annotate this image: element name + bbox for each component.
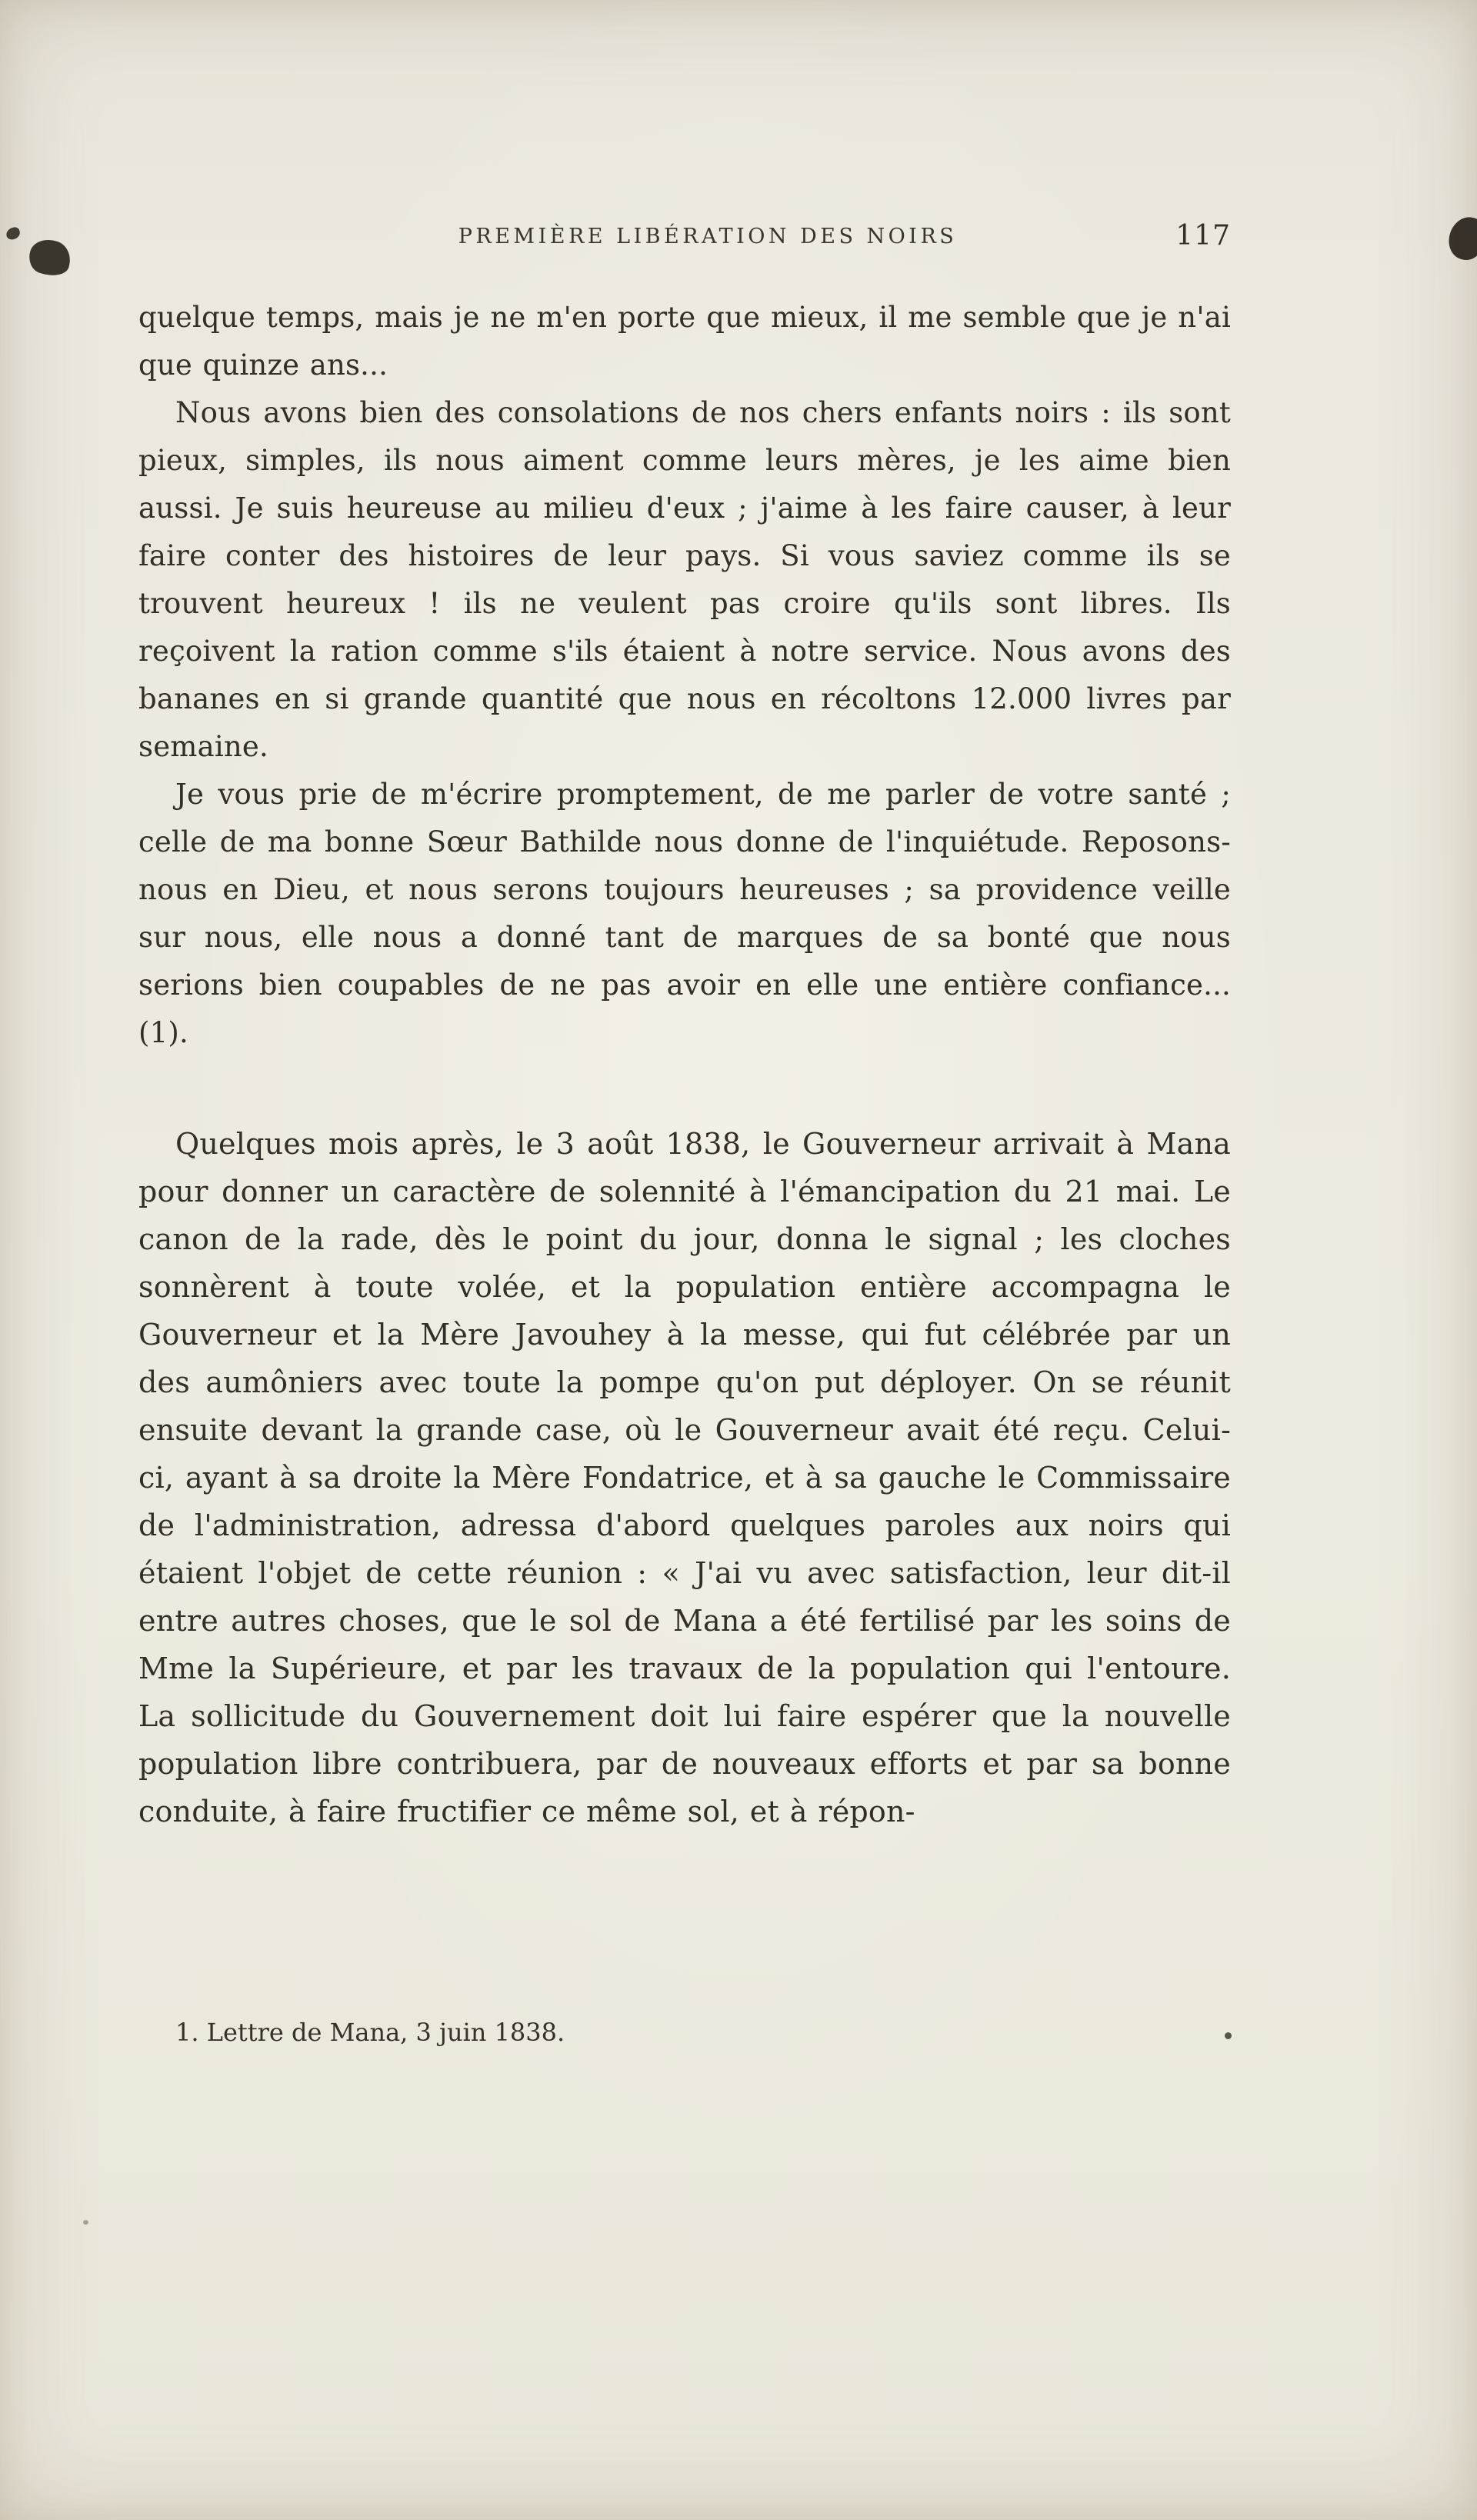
- running-title: PREMIÈRE LIBÉRATION DES NOIRS: [458, 225, 958, 248]
- paragraph: Nous avons bien des consolations de nos chers enfants noirs : ils sont pieux, simples, ils nous aiment comme leurs mères, je les aime bien aussi. Je suis heureuse au milieu d'eux ; j'aime à les faire causer, à leur faire conter des histoires de leur pays. Si vous saviez comme ils se trouvent heureux ! ils ne veulent pas croire qu'ils sont libres. Ils reçoivent la ration comme s'ils étaient à notre service. Nous avons des bananes en si grande quantité que nous en récoltons 12.000 livres par semaine.: [138, 396, 1231, 763]
- scan-artifact: [83, 2220, 88, 2225]
- paragraph: Quelques mois après, le 3 août 1838, le Gouverneur arrivait à Mana pour donner un caractère de solennité à l'émancipation du 21 mai. Le canon de la rade, dès le point du jour, donna le signal ; les cloches sonnèrent à toute volée, et la population entière accompagna le Gouverneur et la Mère Javouhey à la messe, qui fut célébrée par un des aumôniers avec toute la pompe qu'on put déployer. On se réunit ensuite devant la grande case, où le Gouverneur avait été reçu. Celui-ci, ayant à sa droite la Mère Fondatrice, et à sa gauche le Commissaire de l'administration, adressa d'abord quelques paroles aux noirs qui étaient l'objet de cette réunion : « J'ai vu avec satisfaction, leur dit-il entre autres choses, que le sol de Mana a été fertilisé par les soins de Mme la Supérieure, et par les travaux de la population qui l'entoure. La sollicitude du Gouvernement doit lui faire espérer que la nouvelle population libre contribuera, par de nouveaux efforts et par sa bonne conduite, à faire fructifier ce même sol, et à répon-: [138, 1127, 1231, 1828]
- scan-artifact: [25, 235, 75, 281]
- paragraph: Je vous prie de m'écrire promptement, de me parler de votre santé ; celle de ma bonne Sœur Bathilde nous donne de l'inquiétude. Reposons-nous en Dieu, et nous serons toujours heureuses ; sa providence veille sur nous, elle nous a donné tant de marques de sa bonté que nous serions bien coupables de ne pas avoir en elle une entière confiance... (1).: [138, 778, 1231, 1049]
- page-body: [138, 294, 1231, 1835]
- page-header: [138, 220, 1231, 258]
- scan-artifact: [1225, 2032, 1232, 2039]
- scan-artifact: [5, 226, 21, 241]
- scan-artifact: [1445, 214, 1477, 263]
- page-number: 117: [1175, 220, 1231, 252]
- footnote: 1. Lettre de Mana, 3 juin 1838.: [175, 2018, 565, 2047]
- paragraph: quelque temps, mais je ne m'en porte que mieux, il me semble que je n'ai que quinze ans...: [138, 301, 1231, 382]
